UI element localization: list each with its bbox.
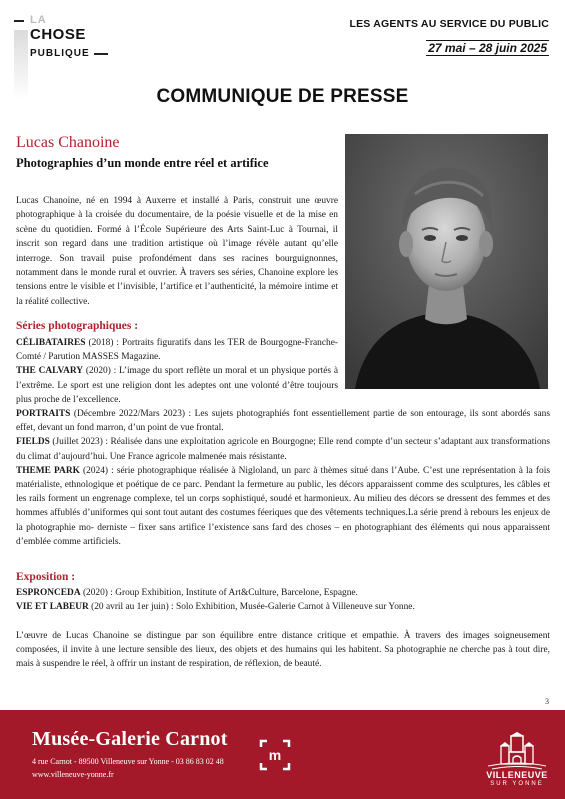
la-chose-publique-logo — [14, 14, 124, 94]
museum-address: 4 rue Carnot - 89500 Villeneuve sur Yonne - 03 86 83 02 48 — [32, 757, 224, 766]
event-dates: 27 mai – 28 juin 2025 — [428, 41, 547, 55]
series-item-name: CÉLIBATAIRES — [16, 338, 86, 348]
logo-line-1: LA — [30, 14, 47, 26]
page-title: COMMUNIQUE DE PRESSE — [156, 86, 409, 107]
series-list — [16, 336, 550, 549]
series-item-text: (Juillet 2023) : Réalisée dans une exploitation agricole en Bourgogne; Elle rend compte d’un secteur s’adaptant aux transformations du climat d’aujourd’hui. Une France agricole malmenée mais résistante. — [16, 437, 550, 462]
exposition-heading: Exposition : — [16, 571, 76, 583]
series-item-text: (2020) : L’image du sport reflète un moral et un physique portés à l’extrême. Le sport est une religion dont les adeptes ont une volonté d’être toujours plus proche de l’excellence. — [16, 366, 338, 405]
series-item-name: THE CALVARY — [16, 366, 84, 377]
series-item-name: FIELDS — [16, 437, 50, 448]
exposition-item-name: ESPRONCEDA — [16, 588, 81, 598]
series-item-text: (2018) : Portraits figuratifs dans les TER de Bourgogne-Franche-Comté / Parution MASSES Magazine. — [16, 338, 338, 363]
series-item-name: PORTRAITS — [16, 409, 71, 420]
town-name: VILLENEUVE — [486, 770, 548, 780]
series-item-text: (Décembre 2022/Mars 2023) : Les sujets photographiés font essentiellement partie de son entourage, ils sont abordés sans effet, devant un fond marron, d’un point de vue frontal. — [16, 409, 550, 434]
exposition-item-text: (2020) : Group Exhibition, Institute of Art&Culture, Barcelone, Espagne. — [80, 588, 358, 598]
artist-bio: Lucas Chanoine, né en 1994 à Auxerre et installé à Paris, construit une œuvre photographique à la croisée du documentaire, de la poésie visuelle et de la mise en scène du quotidien. Formé à l’École Supérieure des Arts Saint-Luc à Tournai, il inscrit son regard dans une tradition artistique où l’image révèle autant qu’elle interroge. Son travail puise profondément dans ses racines bourguignonnes, notamment dans le monde rural et ouvrier. À travers ses séries, Chanoine explore les tensions entre le visible et l’invisible, l’artifice et l’authenticité, la mémoire intime et la réalité collective. — [16, 196, 338, 307]
page-number: 3 — [545, 697, 549, 706]
series-item — [16, 435, 550, 463]
town-subtitle: SUR YONNE — [490, 781, 544, 787]
exposition-list — [16, 586, 550, 615]
series-item — [16, 464, 550, 549]
museum-m-logo — [258, 738, 292, 772]
series-item — [16, 364, 338, 407]
series-heading: Séries photographiques : — [16, 320, 139, 332]
logo-line-3: PUBLIQUE — [30, 48, 90, 59]
logo-line-2: CHOSE — [30, 26, 86, 43]
villeneuve-logo — [480, 732, 554, 792]
series-item — [16, 336, 338, 364]
website-link[interactable]: www.villeneuve-yonne.fr — [32, 770, 114, 779]
event-header — [349, 18, 549, 57]
event-name: LES AGENTS AU SERVICE DU PUBLIC — [349, 18, 549, 30]
artist-subtitle: Photographies d’un monde entre réel et artifice — [16, 156, 269, 170]
series-item-text: (2024) : série photographique réalisée à Nigloland, un parc à thèmes situé dans l’Aube. C’est une représentation à la fois matérialiste, ethnologique et poétique de ce parc. Pendant la fermeture au public, les décors apparaissent comme des sculptures, les câbles et les rails forment un engrenage complexe, tel un corps sophistiqué, soudé et harmonieux. Au milieu des décors se dressent des femmes et des hommes affublés d’uniformes qui sont tout autant des costumes féeriques que des vêtements techniques.La série prend à rebours les enjeux de la photographie mo- derniste – fixer sans artifice l’existence sans fard des choses – en photographiant des éléments qui nous apparaissent d’emblée comme artificiels. — [16, 465, 550, 547]
exposition-item-name: VIE ET LABEUR — [16, 602, 89, 613]
museum-name: Musée-Galerie Carnot — [32, 728, 228, 750]
m-logo-letter: m — [268, 747, 282, 763]
exposition-item — [16, 600, 550, 614]
artist-name: Lucas Chanoine — [16, 134, 120, 151]
series-item-name: THEME PARK — [16, 465, 80, 476]
exposition-item-text: (20 avril au 1er juin) : Solo Exhibition, Musée-Galerie Carnot à Villeneuve sur Yonne. — [88, 602, 415, 613]
exposition-item — [16, 586, 550, 600]
footer-banner — [0, 710, 565, 799]
m-logo-icon — [258, 738, 292, 772]
series-item — [16, 407, 550, 435]
conclusion-paragraph: L’œuvre de Lucas Chanoine se distingue par son équilibre entre distance critique et empathie. À travers des images soigneusement composées, il invite à une lecture sensible des lieux, des objets et des humains qui les habitent. Sa photographie ne cherche pas à tout dire, mais à suspendre le réel, à offrir un instant de respiration, de réflexion, de beauté. — [16, 631, 550, 670]
town-gate-icon — [480, 732, 554, 770]
logo-bar-top — [14, 20, 24, 22]
logo-bar-bottom — [94, 53, 108, 55]
